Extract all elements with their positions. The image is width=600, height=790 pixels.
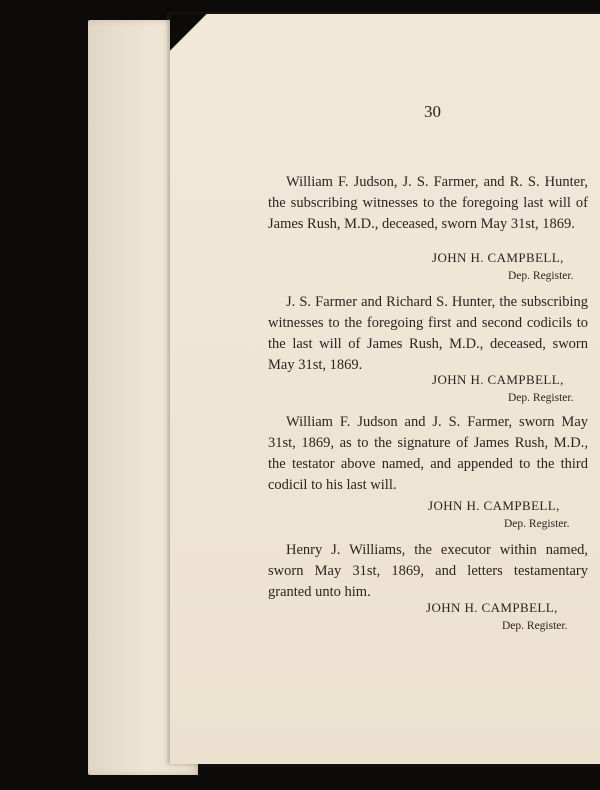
signature-title: Dep. Register. — [508, 270, 574, 282]
oath-entry-3 — [268, 412, 588, 496]
signature-name: JOHN H. CAMPBELL, — [432, 250, 564, 265]
entry-paragraph: William F. Judson and J. S. Farmer, sworn May 31st, 1869, as to the signature of James Rush, M.D., the testator above named, and appended to the third codicil to his last will. — [268, 414, 588, 493]
signature-title: Dep. Register. — [504, 518, 570, 530]
oath-entry-1 — [268, 172, 588, 235]
document-page — [170, 14, 600, 764]
entry-paragraph: William F. Judson, J. S. Farmer, and R. S. Hunter, the subscribing witnesses to the foregoing last will of James Rush, M.D., deceased, sworn May 31st, 1869. — [268, 174, 588, 232]
oath-entry-2 — [268, 292, 588, 376]
signature-name: JOHN H. CAMPBELL, — [426, 600, 558, 615]
signature-name: JOHN H. CAMPBELL, — [432, 372, 564, 387]
entry-paragraph: J. S. Farmer and Richard S. Hunter, the subscribing witnesses to the foregoing first and second codicils to the last will of James Rush, M.D., deceased, sworn May 31st, 1869. — [268, 294, 588, 373]
signature-name: JOHN H. CAMPBELL, — [428, 498, 560, 513]
oath-entry-4 — [268, 540, 588, 603]
signature-title: Dep. Register. — [502, 620, 568, 632]
entry-paragraph: Henry J. Williams, the executor within named, sworn May 31st, 1869, and letters testamentary granted unto him. — [268, 542, 588, 600]
signature-title: Dep. Register. — [508, 392, 574, 404]
page-number: 30 — [424, 102, 441, 121]
